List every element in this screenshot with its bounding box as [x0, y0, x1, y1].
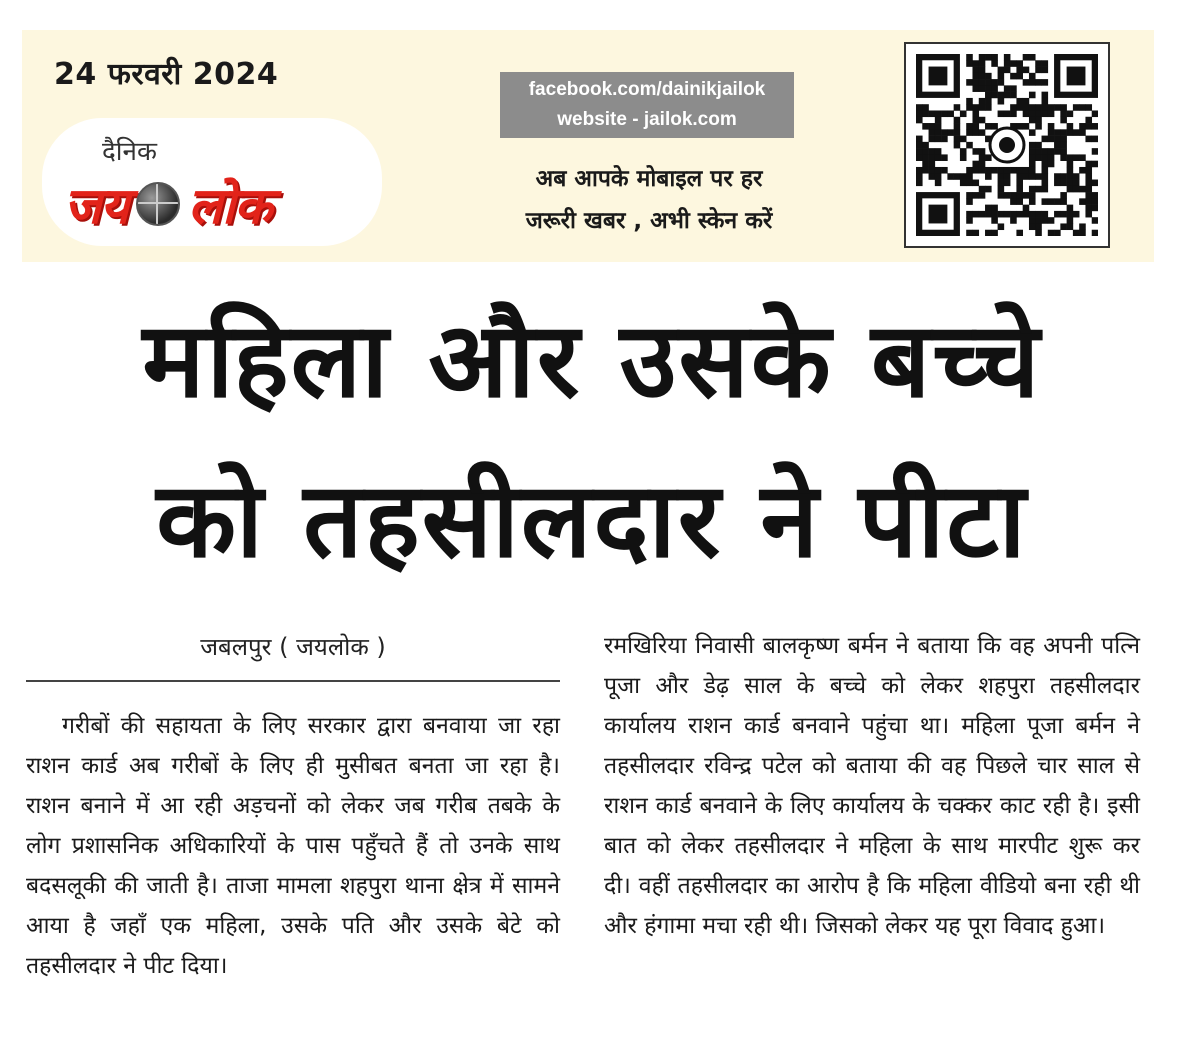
- divider: [26, 680, 560, 682]
- scan-line-1: अब आपके मोबाइल पर हर: [535, 166, 763, 192]
- globe-icon: [136, 182, 180, 226]
- masthead: [22, 30, 1154, 262]
- newspaper-logo: [42, 118, 382, 246]
- logo-wordmark: [64, 170, 271, 238]
- article-paragraph-right: रमखिरिया निवासी बालकृष्ण बर्मन ने बताया कि वह अपनी पत्नि पूजा और डेढ़ साल के बच्चे को लेकर शहपुरा तहसीलदार कार्यालय राशन कार्ड बनवाने पहुंचा था। महिला पूजा बर्मन ने तहसीलदार रविन्द्र पटेल को बताया की वह पिछले चार साल से राशन कार्ड बनवाने के लिए कार्यालय के चक्कर काट रही है। इसी बात को लेकर तहसीलदार ने महिला के साथ मारपीट शुरू कर दी। वहीं तहसीलदार का आरोप है कि महिला वीडियो बना रही थी और हंगामा मचा रही थी। जिसको लेकर यह पूरा विवाद हुआ।: [604, 633, 1140, 939]
- dateline: जबलपुर ( जयलोक ): [200, 633, 386, 661]
- qr-code-icon[interactable]: [904, 42, 1110, 248]
- article-paragraph-left: गरीबों की सहायता के लिए सरकार द्वारा बनवाया जा रहा राशन कार्ड अब गरीबों के लिए ही मुसीबत बनता जा रहा है। राशन बनाने में आ रही अड़चनों को लेकर जब गरीब तबके के लोग प्रशासनिक अधिकारियों के पास पहुँचते हैं तो उनके साथ बदसलूकी की जाती है। ताजा मामला शहपुरा थाना क्षेत्र में सामने आया है जहाँ एक महिला, उसके पति और उसके बेटे को तहसीलदार ने पीट दिया।: [26, 713, 560, 979]
- logo-word-right: लोक: [188, 177, 272, 235]
- headline: [30, 280, 1154, 600]
- scan-line-2: जरूरी खबर , अभी स्केन करें: [525, 208, 773, 234]
- social-links-box: [500, 72, 794, 138]
- facebook-link[interactable]: facebook.com/dainikjailok: [528, 79, 766, 100]
- website-link[interactable]: website - jailok.com: [557, 109, 737, 130]
- headline-line-2: को तहसीलदार ने पीटा: [156, 459, 1028, 581]
- issue-date: 24 फरवरी 2024: [54, 57, 279, 92]
- headline-line-1: महिला और उसके बच्चे: [142, 299, 1042, 421]
- qr-code-graphic: [916, 54, 1098, 236]
- logo-word-left: जय: [64, 177, 129, 235]
- logo-small-text: दैनिक: [102, 137, 157, 167]
- scan-promo: [484, 158, 814, 242]
